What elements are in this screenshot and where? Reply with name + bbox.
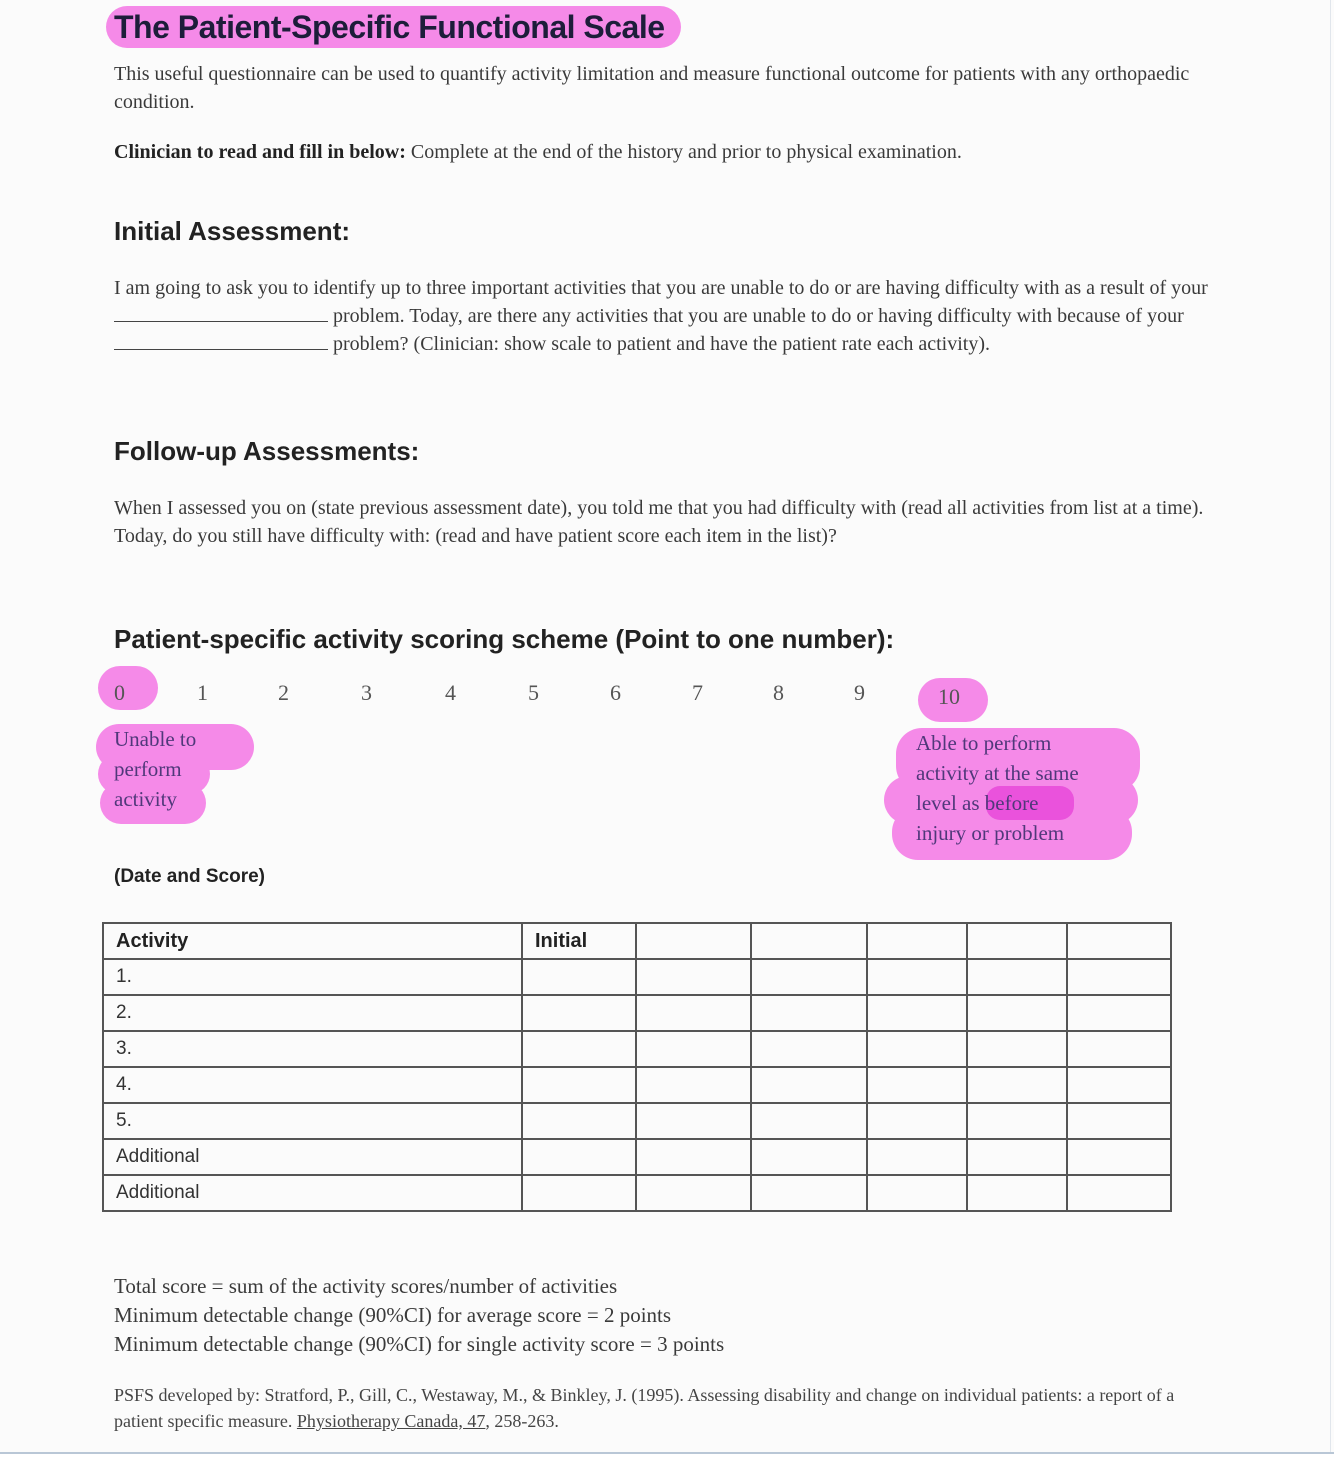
score-cell[interactable] (1067, 959, 1171, 995)
score-cell[interactable] (967, 1103, 1067, 1139)
table-header-row (103, 923, 1171, 959)
problem-blank-2[interactable] (114, 331, 328, 350)
score-cell[interactable] (522, 1103, 636, 1139)
scoring-note-line: Minimum detectable change (90%CI) for average score = 2 points (114, 1303, 672, 1327)
score-cell[interactable] (522, 1139, 636, 1175)
score-cell[interactable] (867, 1031, 967, 1067)
activity-cell[interactable]: 2. (103, 995, 522, 1031)
table-row (103, 1031, 1171, 1067)
page-title-text: The Patient-Specific Functional Scale (114, 9, 665, 45)
scale-number-4[interactable]: 4 (445, 680, 456, 705)
score-cell[interactable] (867, 1175, 967, 1211)
score-cell[interactable] (967, 1067, 1067, 1103)
score-cell[interactable] (751, 995, 867, 1031)
intro-paragraph: This useful questionnaire can be used to quantify activity limitation and measure functional outcome for patients with any orthopaedic condition. (114, 63, 1190, 113)
score-cell[interactable] (1067, 1139, 1171, 1175)
scale-number-7[interactable]: 7 (692, 680, 703, 705)
scale-heading: Patient-specific activity scoring scheme (Point to one number): (114, 624, 895, 654)
scale-number-3[interactable]: 3 (361, 680, 372, 705)
score-cell[interactable] (867, 959, 967, 995)
initial-text-part3: problem? (Clinician: show scale to patient and have the patient rate each activity). (333, 333, 990, 355)
high-anchor-line: level as before (916, 791, 1039, 815)
page-edge (1330, 0, 1331, 1452)
score-cell[interactable] (967, 959, 1067, 995)
high-anchor-line: injury or problem (916, 821, 1065, 845)
scale-number-10[interactable]: 10 (938, 684, 960, 709)
score-cell[interactable] (751, 1103, 867, 1139)
score-cell[interactable] (967, 1175, 1067, 1211)
scale-number-0[interactable]: 0 (114, 680, 125, 705)
low-anchor-line: perform (114, 757, 182, 781)
score-cell[interactable] (636, 1031, 751, 1067)
table-row (103, 1139, 1171, 1175)
score-cell[interactable] (522, 959, 636, 995)
header-initial: Initial (522, 923, 636, 959)
score-cell[interactable] (636, 1103, 751, 1139)
score-cell[interactable] (636, 1067, 751, 1103)
header-date-score (636, 923, 751, 959)
high-anchor-line: activity at the same (916, 761, 1079, 785)
initial-assessment-heading: Initial Assessment: (114, 216, 351, 246)
page-title (106, 6, 681, 48)
score-cell[interactable] (1067, 1175, 1171, 1211)
header-date-score (967, 923, 1067, 959)
scale-number-8[interactable]: 8 (773, 680, 784, 705)
score-cell[interactable] (967, 995, 1067, 1031)
scale-number-6[interactable]: 6 (610, 680, 621, 705)
scoring-note-line: Minimum detectable change (90%CI) for single activity score = 3 points (114, 1332, 725, 1356)
activity-score-table (102, 922, 1172, 1212)
header-date-score (867, 923, 967, 959)
score-cell[interactable] (522, 1175, 636, 1211)
activity-cell[interactable]: 3. (103, 1031, 522, 1067)
activity-cell[interactable]: Additional (103, 1139, 522, 1175)
score-cell[interactable] (1067, 1103, 1171, 1139)
score-cell[interactable] (522, 995, 636, 1031)
low-anchor-line: activity (114, 787, 177, 811)
score-cell[interactable] (967, 1031, 1067, 1067)
activity-cell[interactable]: 5. (103, 1103, 522, 1139)
score-cell[interactable] (751, 1175, 867, 1211)
header-activity: Activity (103, 923, 522, 959)
header-date-score (751, 923, 867, 959)
initial-text-part2: problem. Today, are there any activities that you are unable to do or having difficulty with because of your (333, 305, 1184, 327)
score-cell[interactable] (867, 1067, 967, 1103)
score-cell[interactable] (636, 995, 751, 1031)
low-anchor-line: Unable to (114, 727, 197, 751)
initial-text-part1: I am going to ask you to identify up to three important activities that you are unable to do or are having difficulty with as a result of your (114, 277, 1208, 299)
score-cell[interactable] (751, 1067, 867, 1103)
high-anchor-line: Able to perform (916, 731, 1052, 755)
date-score-label: (Date and Score) (114, 866, 265, 887)
reference-journal-link[interactable]: Physiotherapy Canada, 47 (296, 1411, 486, 1431)
table-row (103, 1067, 1171, 1103)
clinician-text: Complete at the end of the history and prior to physical examination. (410, 141, 962, 163)
score-cell[interactable] (522, 1031, 636, 1067)
activity-cell[interactable]: 1. (103, 959, 522, 995)
score-cell[interactable] (867, 995, 967, 1031)
score-cell[interactable] (751, 959, 867, 995)
score-cell[interactable] (751, 1139, 867, 1175)
table-row (103, 1175, 1171, 1211)
scoring-notes (114, 1272, 724, 1359)
page-bottom-rule (0, 1452, 1334, 1454)
score-cell[interactable] (867, 1103, 967, 1139)
reference-pages: , 258-263. (485, 1411, 559, 1431)
table-row (103, 995, 1171, 1031)
scoring-note-line: Total score = sum of the activity scores/number of activities (114, 1274, 618, 1298)
score-cell[interactable] (1067, 995, 1171, 1031)
scale-number-1[interactable]: 1 (197, 680, 208, 705)
table-row (103, 1103, 1171, 1139)
scale-number-9[interactable]: 9 (854, 680, 865, 705)
score-cell[interactable] (867, 1139, 967, 1175)
scale-high-anchor (916, 728, 1079, 848)
highlight-zero (98, 666, 158, 710)
activity-cell[interactable]: Additional (103, 1175, 522, 1211)
scale-low-anchor (114, 724, 196, 814)
header-date-score (1067, 923, 1171, 959)
scale-number-2[interactable]: 2 (278, 680, 289, 705)
score-cell[interactable] (751, 1031, 867, 1067)
clinician-instruction (114, 138, 1224, 166)
score-cell[interactable] (522, 1067, 636, 1103)
table-row (103, 959, 1171, 995)
score-cell[interactable] (1067, 1067, 1171, 1103)
reference-prefix: PSFS developed by: Stratford, P., Gill, C., Westaway, M., & Binkley, J. (1995). Assessing disability and change on individual patients: a report of a patient specific measure. (114, 1385, 1175, 1431)
problem-blank-1[interactable] (114, 303, 328, 322)
activity-cell[interactable]: 4. (103, 1067, 522, 1103)
score-cell[interactable] (967, 1139, 1067, 1175)
initial-assessment-text (114, 274, 1224, 358)
reference-citation (114, 1382, 1224, 1434)
score-cell[interactable] (636, 959, 751, 995)
followup-heading: Follow-up Assessments: (114, 436, 420, 466)
score-cell[interactable] (636, 1175, 751, 1211)
score-cell[interactable] (1067, 1031, 1171, 1067)
clinician-label: Clinician to read and fill in below: (114, 141, 406, 163)
score-cell[interactable] (636, 1139, 751, 1175)
followup-text: When I assessed you on (state previous assessment date), you told me that you had difficulty with (read all activities from list at a time). Today, do you still have difficulty with: (read and have patient score each item in the list)? (114, 497, 1204, 547)
scale-number-5[interactable]: 5 (528, 680, 539, 705)
